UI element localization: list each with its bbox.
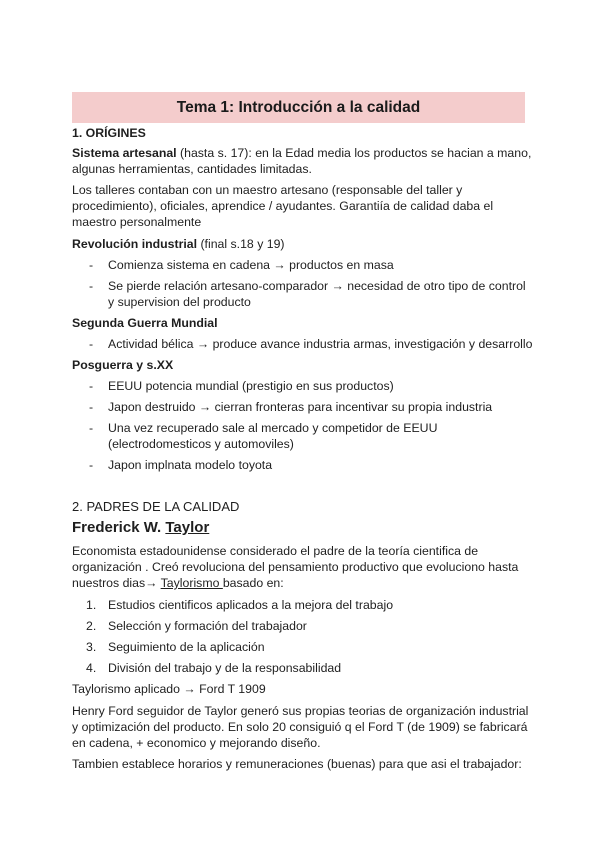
- bullet: -: [89, 279, 94, 293]
- taylorismo-applied: Taylorismo aplicado → Ford T 1909: [72, 682, 266, 696]
- list-item-text: [108, 420, 528, 452]
- item-number: 3.: [86, 640, 97, 654]
- artesanal-paragraph: [72, 145, 532, 177]
- revolucion-suffix: (final s.18 y 19): [197, 237, 285, 251]
- bullet: -: [89, 421, 94, 435]
- taylor-intro-2: organización . Creó revoluciona del pensamiento productivo que evoluciono hasta: [72, 560, 519, 574]
- section1-heading: 1. ORÍGINES: [72, 126, 146, 140]
- numbered-item-text: División del trabajo y de la responsabilidad: [108, 661, 342, 675]
- bullet: -: [89, 258, 94, 272]
- list-item-text: Actividad bélica → produce avance industria armas, investigación y desarrollo: [108, 337, 533, 351]
- guerra-heading: Segunda Guerra Mundial: [72, 316, 218, 330]
- list-item-line: (electrodomesticos y automoviles): [108, 437, 294, 451]
- taylor-intro: [72, 543, 532, 591]
- ford-paragraph: [72, 703, 542, 751]
- taylor-name-last: Taylor: [165, 519, 210, 536]
- taylor-heading: [72, 520, 532, 536]
- talleres-line-3: maestro personalmente: [72, 215, 202, 229]
- list-item-text: [108, 278, 528, 310]
- page-title: Tema 1: Introducción a la calidad: [176, 98, 421, 116]
- list-item-text: Japon destruido → cierran fronteras para incentivar su propia industria: [108, 400, 493, 414]
- list-item-line: y supervision del producto: [108, 295, 251, 309]
- revolucion-heading: [72, 236, 532, 252]
- taylor-name-first: Frederick W.: [72, 519, 166, 536]
- item-number: 4.: [86, 661, 97, 675]
- bullet: -: [89, 379, 94, 393]
- talleres-line-1: Los talleres contaban con un maestro artesano (responsable del taller y: [72, 183, 463, 197]
- item-number: 2.: [86, 619, 97, 633]
- artesanal-label: Sistema artesanal: [72, 146, 177, 160]
- posguerra-heading: Posguerra y s.XX: [72, 358, 174, 372]
- bullet: -: [89, 400, 94, 414]
- taylor-intro-1: Economista estadounidense considerado el padre de la teoría cientifica de: [72, 544, 479, 558]
- numbered-item-text: Selección y formación del trabajador: [108, 619, 307, 633]
- ford-line-2: y optimización del producto. En solo 20 consiguió q el Ford T (de 1909) se fabricará: [72, 720, 528, 734]
- list-item-text: Japon implnata modelo toyota: [108, 458, 273, 472]
- taylorismo-link[interactable]: Taylorismo: [160, 576, 223, 590]
- talleres-line-2: procedimiento), oficiales, aprendice / ayudantes. Garantiía de calidad daba el: [72, 199, 494, 213]
- artesanal-text-2: algunas herramientas, cantidades limitadas.: [72, 162, 312, 176]
- tambien-paragraph: Tambien establece horarios y remuneraciones (buenas) para que asi el trabajador:: [72, 757, 522, 771]
- taylor-intro-3a: nuestros dias→: [72, 576, 161, 590]
- numbered-item-text: Estudios cientificos aplicados a la mejora del trabajo: [108, 598, 394, 612]
- ford-line-1: Henry Ford seguidor de Taylor generó sus propias teorias de organización industrial: [72, 704, 529, 718]
- item-number: 1.: [86, 598, 97, 612]
- list-item-line: Se pierde relación artesano-comparador → necesidad de otro tipo de control: [108, 279, 526, 293]
- title-band: [72, 92, 525, 123]
- taylor-intro-3b: basado en:: [222, 576, 284, 590]
- revolucion-label: Revolución industrial: [72, 237, 198, 251]
- list-item-text: Comienza sistema en cadena → productos en masa: [108, 258, 394, 272]
- numbered-item-text: Seguimiento de la aplicación: [108, 640, 265, 654]
- ford-line-3: en cadena, + economico y mejorando diseño.: [72, 736, 321, 750]
- bullet: -: [89, 458, 94, 472]
- list-item-text: EEUU potencia mundial (prestigio en sus productos): [108, 379, 394, 393]
- talleres-paragraph: [72, 182, 532, 230]
- bullet: -: [89, 337, 94, 351]
- section2-heading: 2. PADRES DE LA CALIDAD: [72, 499, 240, 514]
- list-item-line: Una vez recuperado sale al mercado y competidor de EEUU: [108, 421, 438, 435]
- artesanal-text-1: (hasta s. 17): en la Edad media los productos se hacian a mano,: [176, 146, 532, 160]
